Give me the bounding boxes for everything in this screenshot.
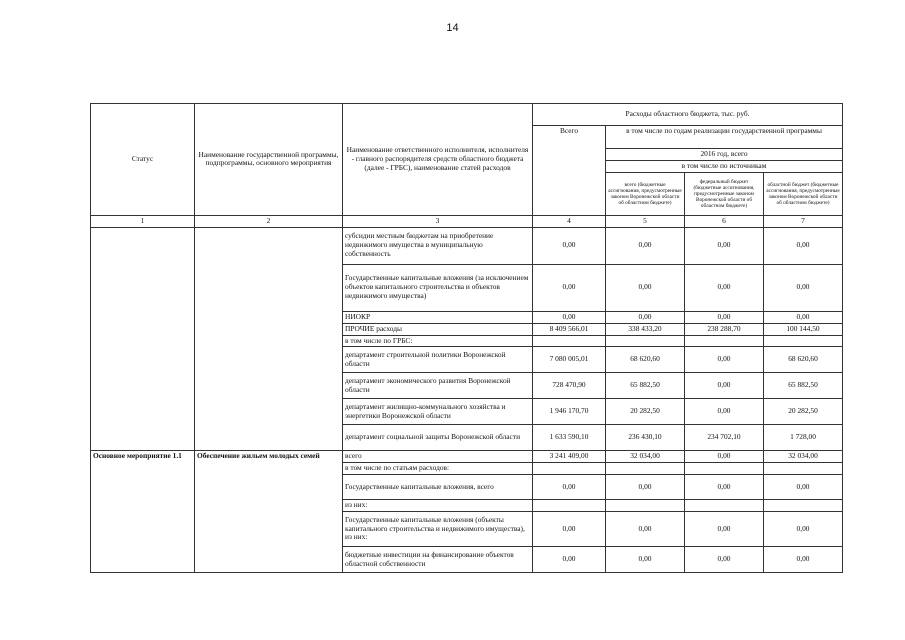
value-cell bbox=[606, 335, 685, 347]
value-cell bbox=[606, 463, 685, 475]
value-cell: 238 288,70 bbox=[685, 323, 764, 335]
value-cell: 3 241 409,00 bbox=[533, 451, 606, 463]
expense-item-name: Государственные капитальные вложения (за исключением объектов капитального строительства и объектов недвижимого имущества) bbox=[343, 264, 533, 311]
value-cell: 0,00 bbox=[606, 475, 685, 500]
value-cell: 0,00 bbox=[764, 547, 843, 573]
value-cell: 68 620,60 bbox=[606, 347, 685, 373]
page-number: 14 bbox=[446, 22, 459, 34]
value-cell: 32 034,00 bbox=[764, 451, 843, 463]
expense-item-name: департамент экономического развития Воронежской области bbox=[343, 373, 533, 399]
header-program-name: Наименование государственной программы, подпрограммы, основного мероприятия bbox=[195, 104, 343, 216]
value-cell: 0,00 bbox=[764, 311, 843, 323]
value-cell: 0,00 bbox=[533, 547, 606, 573]
expense-item-name: всего bbox=[343, 451, 533, 463]
status-cell bbox=[91, 227, 195, 451]
value-cell: 0,00 bbox=[764, 512, 843, 547]
value-cell: 0,00 bbox=[606, 264, 685, 311]
value-cell: 0,00 bbox=[685, 347, 764, 373]
value-cell bbox=[606, 500, 685, 512]
value-cell: 0,00 bbox=[685, 451, 764, 463]
value-cell: 0,00 bbox=[685, 311, 764, 323]
value-cell: 1 728,00 bbox=[764, 425, 843, 451]
value-cell bbox=[533, 463, 606, 475]
value-cell bbox=[764, 500, 843, 512]
value-cell: 0,00 bbox=[764, 475, 843, 500]
col-number: 6 bbox=[685, 215, 764, 227]
value-cell bbox=[764, 335, 843, 347]
header-by-years: в том числе по годам реализации государственной программы bbox=[606, 126, 843, 149]
value-cell: 65 882,50 bbox=[606, 373, 685, 399]
value-cell: 234 702,10 bbox=[685, 425, 764, 451]
value-cell: 8 409 566,01 bbox=[533, 323, 606, 335]
value-cell: 1 946 170,70 bbox=[533, 399, 606, 425]
expense-item-name: в том числе по статьям расходов: bbox=[343, 463, 533, 475]
value-cell: 728 470,90 bbox=[533, 373, 606, 399]
value-cell: 32 034,00 bbox=[606, 451, 685, 463]
value-cell: 0,00 bbox=[764, 227, 843, 264]
value-cell: 20 282,50 bbox=[606, 399, 685, 425]
value-cell: 0,00 bbox=[685, 373, 764, 399]
header-source-regional: областной бюджет (бюджетные ассигнования, предусмотренные законом Воронежской области об областном бюджете) bbox=[764, 172, 843, 215]
value-cell: 0,00 bbox=[606, 547, 685, 573]
col-number: 7 bbox=[764, 215, 843, 227]
header-by-sources: в том числе по источникам bbox=[606, 161, 843, 173]
value-cell: 0,00 bbox=[764, 264, 843, 311]
value-cell: 0,00 bbox=[533, 512, 606, 547]
table-row bbox=[91, 451, 843, 463]
value-cell: 0,00 bbox=[606, 311, 685, 323]
expense-item-name: НИОКР bbox=[343, 311, 533, 323]
value-cell: 0,00 bbox=[685, 512, 764, 547]
program-cell bbox=[195, 227, 343, 451]
value-cell: 0,00 bbox=[685, 264, 764, 311]
value-cell: 7 080 005,01 bbox=[533, 347, 606, 373]
value-cell: 0,00 bbox=[533, 227, 606, 264]
value-cell bbox=[533, 500, 606, 512]
expense-item-name: бюджетные инвестиции на финансирование объектов областной собственности bbox=[343, 547, 533, 573]
column-numbers-row bbox=[91, 215, 843, 227]
expense-item-name: департамент социальной защиты Воронежской области bbox=[343, 425, 533, 451]
value-cell: 0,00 bbox=[533, 264, 606, 311]
value-cell: 0,00 bbox=[685, 399, 764, 425]
value-cell: 0,00 bbox=[685, 227, 764, 264]
value-cell bbox=[685, 335, 764, 347]
value-cell bbox=[685, 500, 764, 512]
expense-item-name: субсидии местным бюджетам на приобретение недвижимого имущества в муниципальную собственность bbox=[343, 227, 533, 264]
value-cell: 65 882,50 bbox=[764, 373, 843, 399]
value-cell: 0,00 bbox=[533, 311, 606, 323]
value-cell: 68 620,60 bbox=[764, 347, 843, 373]
header-year-total: 2016 год, всего bbox=[606, 149, 843, 161]
value-cell: 236 430,10 bbox=[606, 425, 685, 451]
expense-item-name: департамент строительной политики Воронежской области bbox=[343, 347, 533, 373]
value-cell: 1 633 590,10 bbox=[533, 425, 606, 451]
header-source-all: всего (бюджетные ассигнования, предусмотренные законом Воронежской области об областном бюджете) bbox=[606, 172, 685, 215]
value-cell: 100 144,50 bbox=[764, 323, 843, 335]
header-total: Всего bbox=[533, 126, 606, 216]
header-status: Статус bbox=[91, 104, 195, 216]
col-number: 4 bbox=[533, 215, 606, 227]
col-number: 1 bbox=[91, 215, 195, 227]
expense-item-name: Государственные капитальные вложения, всего bbox=[343, 475, 533, 500]
value-cell bbox=[764, 463, 843, 475]
value-cell: 0,00 bbox=[685, 475, 764, 500]
col-number: 3 bbox=[343, 215, 533, 227]
expense-item-name: ПРОЧИЕ расходы bbox=[343, 323, 533, 335]
col-number: 2 bbox=[195, 215, 343, 227]
header-executor: Наименование ответственного исполнителя, исполнителя - главного распорядителя средств областного бюджета (далее - ГРБС), наименование статей расходов bbox=[343, 104, 533, 216]
expense-item-name: в том числе по ГРБС: bbox=[343, 335, 533, 347]
value-cell: 338 433,20 bbox=[606, 323, 685, 335]
table-row bbox=[91, 227, 843, 264]
col-number: 5 bbox=[606, 215, 685, 227]
activity-status: Основное мероприятие 1.1 bbox=[91, 451, 195, 573]
value-cell: 0,00 bbox=[533, 475, 606, 500]
value-cell: 0,00 bbox=[606, 512, 685, 547]
header-source-federal: федеральный бюджет (бюджетные ассигнования, предусмотренные законом Воронежской области об областном бюджете) bbox=[685, 172, 764, 215]
activity-name: Обеспечение жильем молодых семей bbox=[195, 451, 343, 573]
value-cell bbox=[685, 463, 764, 475]
expense-item-name: Государственные капитальные вложения (объекты капитального строительства и недвижимого имущества), из них: bbox=[343, 512, 533, 547]
expense-item-name: департамент жилищно-коммунального хозяйства и энергетики Воронежской области bbox=[343, 399, 533, 425]
value-cell: 20 282,50 bbox=[764, 399, 843, 425]
value-cell: 0,00 bbox=[606, 227, 685, 264]
header-expenses-title: Расходы областного бюджета, тыс. руб. bbox=[533, 104, 843, 126]
value-cell: 0,00 bbox=[685, 547, 764, 573]
expense-item-name: из них: bbox=[343, 500, 533, 512]
value-cell bbox=[533, 335, 606, 347]
budget-table bbox=[90, 103, 843, 573]
